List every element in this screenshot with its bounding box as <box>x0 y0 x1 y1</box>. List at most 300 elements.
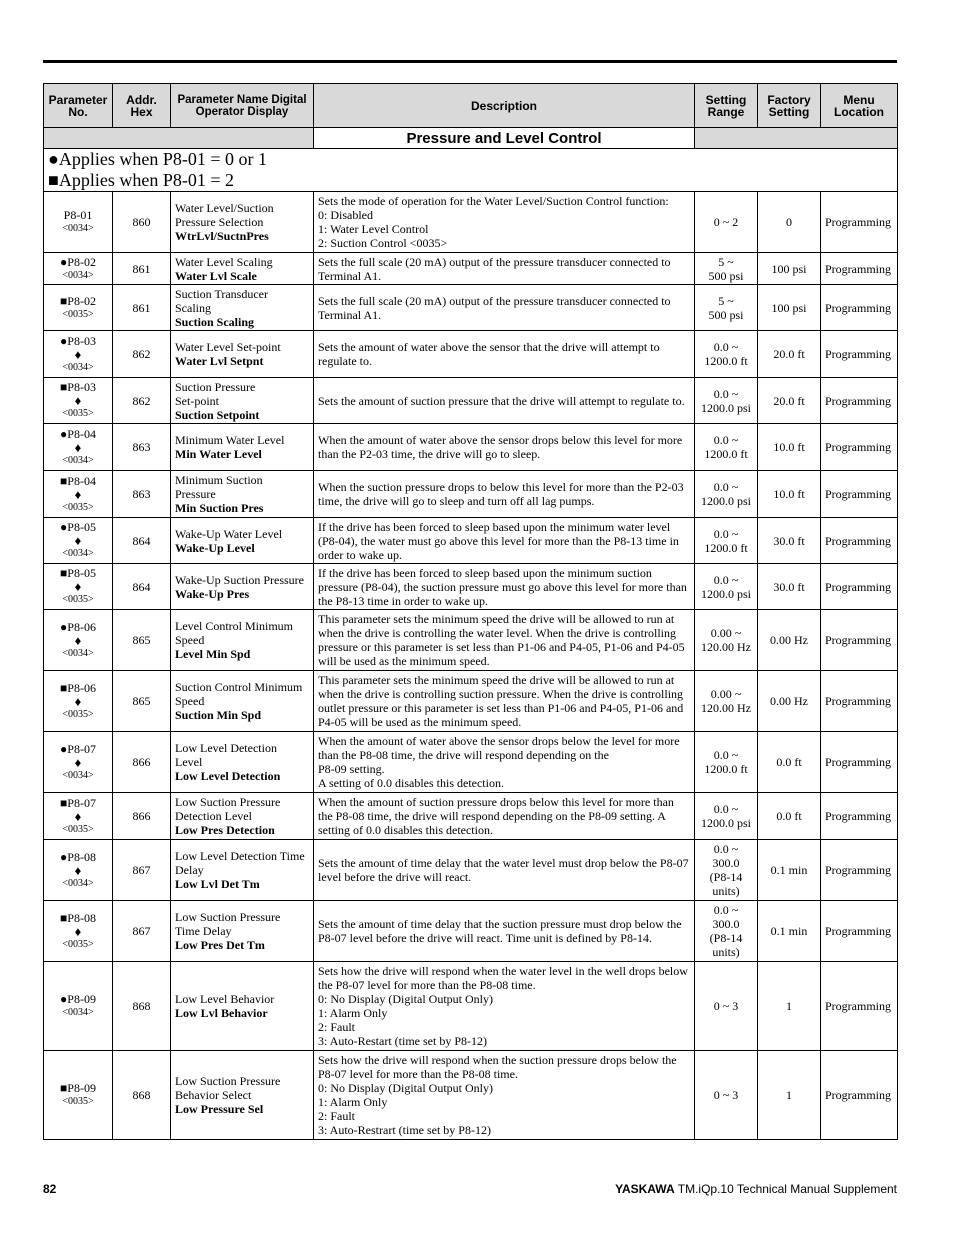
param-no-cell <box>44 285 113 331</box>
header-menu-location: Menu Location <box>821 84 898 128</box>
table-row <box>44 962 898 1051</box>
run-change-diamond-icon: ♦ <box>74 754 82 770</box>
param-name-line: Wake-Up Water Level <box>175 526 283 541</box>
setting-range-line: 0.0 ~ <box>713 386 739 401</box>
param-name-line: Scaling <box>175 300 211 315</box>
menu-location: Programming <box>821 1051 898 1140</box>
param-no: ●P8-09 <box>60 992 96 1006</box>
operator-display: Suction Scaling <box>175 314 255 329</box>
menu-location: Programming <box>821 253 898 285</box>
param-name-cell <box>171 192 314 253</box>
param-name-line: Water Level Scaling <box>175 254 273 269</box>
menu-location: Programming <box>821 378 898 424</box>
menu-location: Programming <box>821 192 898 253</box>
param-no-cell <box>44 901 113 962</box>
setting-range-line: 500 psi <box>708 307 744 322</box>
run-change-diamond-icon: ♦ <box>74 808 82 824</box>
addr-hex: 861 <box>113 253 171 285</box>
factory-setting: 30.0 ft <box>758 564 821 610</box>
param-no: ●P8-07 <box>60 741 96 756</box>
param-name-line: Pressure Selection <box>175 215 264 229</box>
param-name-cell <box>171 1051 314 1140</box>
description-line: Sets how the drive will respond when the water level in the well drops below the P8-07 level for more than the P8-08 time. <box>318 964 688 992</box>
run-change-diamond-icon: ♦ <box>74 393 82 408</box>
legend-line-square: ■Applies when P8-01 = 2 <box>48 170 235 190</box>
factory-setting: 0.00 Hz <box>758 671 821 732</box>
setting-range-cell <box>695 1051 758 1140</box>
setting-range-line: 5 ~ <box>718 254 734 269</box>
param-no-cell <box>44 671 113 732</box>
header-description: Description <box>314 84 695 128</box>
setting-range-cell <box>695 253 758 285</box>
run-change-diamond-icon: ♦ <box>74 533 82 548</box>
description-line: Sets the amount of water above the sensor that the drive will attempt to regulate to. <box>318 340 660 368</box>
table-row <box>44 378 898 424</box>
param-version-code: <0034> <box>62 877 94 889</box>
operator-display: Wake-Up Level <box>175 540 255 555</box>
description-line: 2: Fault <box>318 1109 356 1123</box>
factory-setting: 20.0 ft <box>758 331 821 378</box>
table-row <box>44 1051 898 1140</box>
table-row <box>44 564 898 610</box>
description-cell <box>314 424 695 471</box>
addr-hex: 864 <box>113 564 171 610</box>
param-name-cell <box>171 285 314 331</box>
menu-location: Programming <box>821 471 898 518</box>
setting-range-line: 1200.0 psi <box>700 586 751 601</box>
setting-range-line: 0.0 ~ <box>713 748 739 762</box>
setting-range-line: 0 ~ 3 <box>713 1088 739 1102</box>
setting-range-cell <box>695 671 758 732</box>
operator-display: Suction Min Spd <box>175 708 262 722</box>
param-no: P8-01 <box>63 208 93 222</box>
description-line: 1: Alarm Only <box>318 1095 388 1109</box>
factory-setting: 10.0 ft <box>758 424 821 471</box>
top-rule <box>43 60 897 63</box>
table-row <box>44 471 898 518</box>
menu-location: Programming <box>821 732 898 793</box>
setting-range-line: 0.0 ~ <box>713 572 739 587</box>
description-line: This parameter sets the minimum speed the drive will be allowed to run at when the drive is controlling the water level. When the drive is controlling pressure or this parameter is set less than P1-06 and P4-05, P1-06 and P4-05 will be used as the minimum speed. <box>318 612 685 668</box>
param-name-cell <box>171 331 314 378</box>
param-no: ●P8-08 <box>60 849 96 864</box>
header-param-no: Parameter No. <box>44 84 113 128</box>
description-line: 2: Suction Control <0035> <box>318 236 448 250</box>
addr-hex: 863 <box>113 424 171 471</box>
description-line: When the suction pressure drops to below this level for more than the P2-03 time, the drive will go to sleep and turn off all lag pumps. <box>318 480 684 508</box>
description-cell <box>314 285 695 331</box>
param-no-cell <box>44 564 113 610</box>
description-line: Sets the amount of time delay that the water level must drop below the P8-07 level before the drive will react. <box>318 856 689 884</box>
param-name-cell <box>171 671 314 732</box>
description-line: If the drive has been forced to sleep based upon the minimum water level (P8-04), the water must go above this level for more than the P8-13 time in order to wake up. <box>318 519 679 562</box>
param-name-line: Low Level Detection <box>175 741 277 755</box>
factory-setting: 0.0 ft <box>758 732 821 793</box>
operator-display: Low Lvl Det Tm <box>175 877 260 891</box>
menu-location: Programming <box>821 564 898 610</box>
param-name-line: Delay <box>175 863 204 877</box>
setting-range-cell <box>695 793 758 840</box>
setting-range-line: 0 ~ 3 <box>713 999 739 1013</box>
factory-setting: 20.0 ft <box>758 378 821 424</box>
addr-hex: 864 <box>113 518 171 564</box>
setting-range-line: 300.0 <box>712 856 740 870</box>
param-version-code: <0035> <box>62 708 94 720</box>
param-version-code: <0034> <box>62 647 94 659</box>
menu-location: Programming <box>821 518 898 564</box>
setting-range-cell <box>695 732 758 793</box>
operator-display: Low Level Detection <box>175 769 281 783</box>
table-row <box>44 285 898 331</box>
param-no: ■P8-02 <box>60 293 96 308</box>
operator-display: Level Min Spd <box>175 647 251 661</box>
param-version-code: <0035> <box>62 823 94 835</box>
param-name-cell <box>171 518 314 564</box>
setting-range-cell <box>695 901 758 962</box>
setting-range-cell <box>695 840 758 901</box>
run-change-diamond-icon: ♦ <box>74 579 82 594</box>
operator-display: WtrLvl/SuctnPres <box>175 229 269 243</box>
run-change-diamond-icon: ♦ <box>74 632 82 648</box>
param-name-line: Pressure <box>175 487 216 501</box>
param-no: ■P8-08 <box>60 910 96 925</box>
setting-range-line: 1200.0 psi <box>700 816 751 830</box>
footer-manual-title <box>615 1182 897 1196</box>
setting-range-line: 0.0 ~ <box>713 340 739 354</box>
param-no: ■P8-07 <box>60 795 96 810</box>
table-row <box>44 192 898 253</box>
factory-setting: 1 <box>758 962 821 1051</box>
factory-setting: 0.1 min <box>758 840 821 901</box>
table-row <box>44 901 898 962</box>
param-no-cell <box>44 424 113 471</box>
param-name-line: Minimum Suction <box>175 473 263 487</box>
description-line: If the drive has been forced to sleep based upon the minimum suction pressure (P8-04), the suction pressure must go above this level for more than the P8-13 time in order to wake up. <box>318 565 687 608</box>
param-no: ■P8-03 <box>60 380 96 394</box>
setting-range-line: 0.0 ~ <box>713 802 739 816</box>
setting-range-line: units) <box>712 884 740 898</box>
menu-location: Programming <box>821 331 898 378</box>
table-row <box>44 840 898 901</box>
setting-range-cell <box>695 610 758 671</box>
param-name-line: Water Level Set-point <box>175 340 281 354</box>
setting-range-line: 0.0 ~ <box>713 480 739 494</box>
addr-hex: 862 <box>113 331 171 378</box>
description-line: Sets the mode of operation for the Water Level/Suction Control function: <box>318 194 669 208</box>
param-no: ●P8-05 <box>60 520 96 534</box>
operator-display: Low Pres Det Tm <box>175 938 265 952</box>
addr-hex: 867 <box>113 901 171 962</box>
factory-setting: 100 psi <box>758 285 821 331</box>
menu-location: Programming <box>821 793 898 840</box>
table-row <box>44 253 898 285</box>
param-name-cell <box>171 962 314 1051</box>
param-no: ■P8-06 <box>60 680 96 695</box>
param-no-cell <box>44 518 113 564</box>
description-line: 3: Auto-Restart (time set by P8-12) <box>318 1034 487 1048</box>
param-version-code: <0034> <box>62 769 94 781</box>
description-cell <box>314 671 695 732</box>
description-cell <box>314 793 695 840</box>
description-cell <box>314 192 695 253</box>
header-factory-setting: Factory Setting <box>758 84 821 128</box>
description-line: Sets the full scale (20 mA) output of the pressure transducer connected to Terminal A1. <box>318 254 671 283</box>
param-version-code: <0035> <box>62 308 94 320</box>
param-no-cell <box>44 610 113 671</box>
param-no: ■P8-04 <box>60 473 96 488</box>
description-line: 0: No Display (Digital Output Only) <box>318 1081 493 1095</box>
setting-range-cell <box>695 331 758 378</box>
description-line: Sets how the drive will respond when the suction pressure drops below the P8-07 level for more than the P8-08 time. <box>318 1053 677 1081</box>
header-param-name: Parameter Name Digital Operator Display <box>171 84 314 128</box>
operator-display: Wake-Up Pres <box>175 586 250 601</box>
header-setting-range: Setting Range <box>695 84 758 128</box>
operator-display: Low Pres Detection <box>175 823 275 837</box>
run-change-diamond-icon: ♦ <box>74 862 82 878</box>
setting-range-line: 5 ~ <box>718 293 734 308</box>
table-row <box>44 518 898 564</box>
param-name-cell <box>171 424 314 471</box>
description-line: 1: Alarm Only <box>318 1006 388 1020</box>
setting-range-line: 0.0 ~ <box>713 526 739 541</box>
operator-display: Low Pressure Sel <box>175 1102 264 1116</box>
param-no-cell <box>44 331 113 378</box>
param-version-code: <0034> <box>62 1007 94 1018</box>
addr-hex: 866 <box>113 793 171 840</box>
param-name-line: Behavior Select <box>175 1088 252 1102</box>
setting-range-line: 0.00 ~ <box>710 626 742 640</box>
param-name-cell <box>171 564 314 610</box>
addr-hex: 866 <box>113 732 171 793</box>
description-cell <box>314 471 695 518</box>
param-name-line: Minimum Water Level <box>175 433 285 447</box>
setting-range-line: 0.0 ~ <box>713 903 739 917</box>
param-name-cell <box>171 732 314 793</box>
addr-hex: 862 <box>113 378 171 424</box>
description-line: Sets the amount of time delay that the suction pressure must drop below the P8-07 level before the drive will react. Time unit is defined by P8-14. <box>318 917 682 945</box>
addr-hex: 861 <box>113 285 171 331</box>
param-no-cell <box>44 253 113 285</box>
header-addr-hex: Addr. Hex <box>113 84 171 128</box>
description-cell <box>314 378 695 424</box>
param-name-cell <box>171 793 314 840</box>
menu-location: Programming <box>821 424 898 471</box>
parameter-table <box>43 83 898 1140</box>
page-number: 82 <box>43 1182 57 1196</box>
param-name-cell <box>171 840 314 901</box>
factory-setting: 1 <box>758 1051 821 1140</box>
table-row <box>44 671 898 732</box>
param-no-cell <box>44 732 113 793</box>
factory-setting: 10.0 ft <box>758 471 821 518</box>
param-name-line: Water Level/Suction <box>175 201 274 215</box>
param-name-line: Low Suction Pressure <box>175 1074 281 1088</box>
param-name-line: Level <box>175 755 203 769</box>
setting-range-line: 1200.0 psi <box>700 400 751 415</box>
param-no: ●P8-03 <box>60 333 96 348</box>
description-cell <box>314 901 695 962</box>
setting-range-line: 0.0 ~ <box>713 842 739 856</box>
param-no-cell <box>44 962 113 1051</box>
run-change-diamond-icon: ♦ <box>74 439 82 455</box>
setting-range-line: 1200.0 ft <box>704 447 748 461</box>
section-title: Pressure and Level Control <box>314 128 695 149</box>
setting-range-cell <box>695 962 758 1051</box>
param-version-code: <0034> <box>62 223 94 234</box>
setting-range-line: 0.00 ~ <box>710 687 742 701</box>
param-version-code: <0035> <box>62 408 94 419</box>
param-name-line: Low Suction Pressure <box>175 910 281 924</box>
param-no: ■P8-05 <box>60 566 96 580</box>
param-name-cell <box>171 378 314 424</box>
run-change-diamond-icon: ♦ <box>74 693 82 709</box>
param-name-line: Low Suction Pressure <box>175 795 281 809</box>
setting-range-line: 1200.0 ft <box>704 540 748 555</box>
setting-range-line: (P8-14 <box>709 931 743 945</box>
menu-location: Programming <box>821 962 898 1051</box>
setting-range-cell <box>695 424 758 471</box>
description-cell <box>314 962 695 1051</box>
menu-location: Programming <box>821 901 898 962</box>
description-line: 1: Water Level Control <box>318 222 429 236</box>
section-filler-right <box>695 128 898 149</box>
param-name-line: Wake-Up Suction Pressure <box>175 572 305 587</box>
setting-range-line: 0 ~ 2 <box>713 215 739 229</box>
table-row <box>44 610 898 671</box>
description-line: When the amount of water above the sensor drops below this level for more than the P2-03 time, the drive will go to sleep. <box>318 433 683 461</box>
param-no: ●P8-02 <box>60 254 96 269</box>
description-line: 0: No Display (Digital Output Only) <box>318 992 493 1006</box>
factory-setting: 0 <box>758 192 821 253</box>
setting-range-line: 500 psi <box>708 268 744 283</box>
addr-hex: 868 <box>113 1051 171 1140</box>
run-change-diamond-icon: ♦ <box>74 923 82 939</box>
description-line: 3: Auto-Restrart (time set by P8-12) <box>318 1123 491 1137</box>
menu-location: Programming <box>821 610 898 671</box>
setting-range-line: 120.00 Hz <box>701 640 751 654</box>
param-no: ●P8-04 <box>60 426 96 441</box>
description-cell <box>314 253 695 285</box>
description-cell <box>314 1051 695 1140</box>
description-cell <box>314 732 695 793</box>
param-version-code: <0035> <box>62 501 94 513</box>
factory-setting: 30.0 ft <box>758 518 821 564</box>
operator-display: Min Water Level <box>175 447 262 461</box>
description-line: P8-09 setting. <box>318 762 385 776</box>
param-no-cell <box>44 471 113 518</box>
param-version-code: <0034> <box>62 269 94 281</box>
param-no-cell <box>44 1051 113 1140</box>
setting-range-cell <box>695 518 758 564</box>
param-name-cell <box>171 253 314 285</box>
table-row <box>44 424 898 471</box>
factory-setting: 0.0 ft <box>758 793 821 840</box>
description-line: Sets the full scale (20 mA) output of the pressure transducer connected to Terminal A1. <box>318 293 671 322</box>
description-line: 2: Fault <box>318 1020 356 1034</box>
table-header-row <box>44 84 898 128</box>
param-version-code: <0034> <box>62 361 94 373</box>
param-version-code: <0035> <box>62 938 94 950</box>
param-name-line: Speed <box>175 694 205 708</box>
param-name-line: Level Control Minimum <box>175 619 293 633</box>
description-line: A setting of 0.0 disables this detection. <box>318 776 504 790</box>
description-line: When the amount of water above the sensor drops below the level for more than the P8-08 time, the drive will respond depending on the <box>318 734 680 762</box>
setting-range-cell <box>695 564 758 610</box>
param-version-code: <0034> <box>62 548 94 559</box>
footer-brand: YASKAWA <box>615 1182 675 1196</box>
param-name-line: Speed <box>175 633 205 647</box>
setting-range-cell <box>695 192 758 253</box>
param-no: ●P8-06 <box>60 619 96 634</box>
operator-display: Water Lvl Setpnt <box>175 354 264 368</box>
param-version-code: <0035> <box>62 1096 94 1107</box>
param-name-cell <box>171 610 314 671</box>
param-version-code: <0034> <box>62 454 94 466</box>
setting-range-line: 120.00 Hz <box>701 701 751 715</box>
param-name-cell <box>171 901 314 962</box>
setting-range-line: 1200.0 ft <box>704 762 748 776</box>
footer-manual: TM.iQp.10 Technical Manual Supplement <box>677 1182 897 1196</box>
setting-range-line: 0.0 ~ <box>713 433 739 447</box>
param-name-line: Low Level Behavior <box>175 992 275 1006</box>
menu-location: Programming <box>821 671 898 732</box>
operator-display: Low Lvl Behavior <box>175 1006 268 1020</box>
description-line: 0: Disabled <box>318 208 373 222</box>
setting-range-line: units) <box>712 945 740 959</box>
setting-range-line: 300.0 <box>712 917 740 931</box>
addr-hex: 863 <box>113 471 171 518</box>
menu-location: Programming <box>821 285 898 331</box>
table-row <box>44 331 898 378</box>
operator-display: Min Suction Pres <box>175 501 264 515</box>
table-row <box>44 732 898 793</box>
param-name-line: Set-point <box>175 393 219 408</box>
addr-hex: 867 <box>113 840 171 901</box>
section-row <box>44 128 898 149</box>
description-cell <box>314 610 695 671</box>
addr-hex: 865 <box>113 671 171 732</box>
description-cell <box>314 518 695 564</box>
addr-hex: 860 <box>113 192 171 253</box>
param-name-line: Time Delay <box>175 924 232 938</box>
operator-display: Water Lvl Scale <box>175 268 257 283</box>
table-row <box>44 793 898 840</box>
addr-hex: 868 <box>113 962 171 1051</box>
param-version-code: <0035> <box>62 594 94 605</box>
setting-range-cell <box>695 285 758 331</box>
param-name-line: Suction Control Minimum <box>175 680 303 694</box>
section-filler-left <box>44 128 314 149</box>
param-no: ■P8-09 <box>60 1081 96 1095</box>
description-line: When the amount of suction pressure drops below this level for more than the P8-08 time, the drive will respond depending on the P8-09 setting. A setting of 0.0 disables this detection. <box>318 795 674 837</box>
legend-line-circle: ●Applies when P8-01 = 0 or 1 <box>48 149 268 169</box>
setting-range-line: 1200.0 psi <box>700 494 751 508</box>
param-no-cell <box>44 840 113 901</box>
legend <box>44 149 898 192</box>
description-line: This parameter sets the minimum speed the drive will be allowed to run at when the drive is controlling suction pressure. When the drive is controlling outlet pressure or this parameter is set less than P1-06 and P4-05, P1-06 and P4-05 will be used as the minimum speed. <box>318 673 684 729</box>
factory-setting: 100 psi <box>758 253 821 285</box>
param-name-line: Low Level Detection Time <box>175 849 305 863</box>
setting-range-cell <box>695 471 758 518</box>
setting-range-line: (P8-14 <box>709 870 743 884</box>
factory-setting: 0.00 Hz <box>758 610 821 671</box>
description-cell <box>314 564 695 610</box>
setting-range-line: 1200.0 ft <box>704 354 748 368</box>
param-no-cell <box>44 793 113 840</box>
param-name-cell <box>171 471 314 518</box>
legend-row <box>44 149 898 192</box>
factory-setting: 0.1 min <box>758 901 821 962</box>
